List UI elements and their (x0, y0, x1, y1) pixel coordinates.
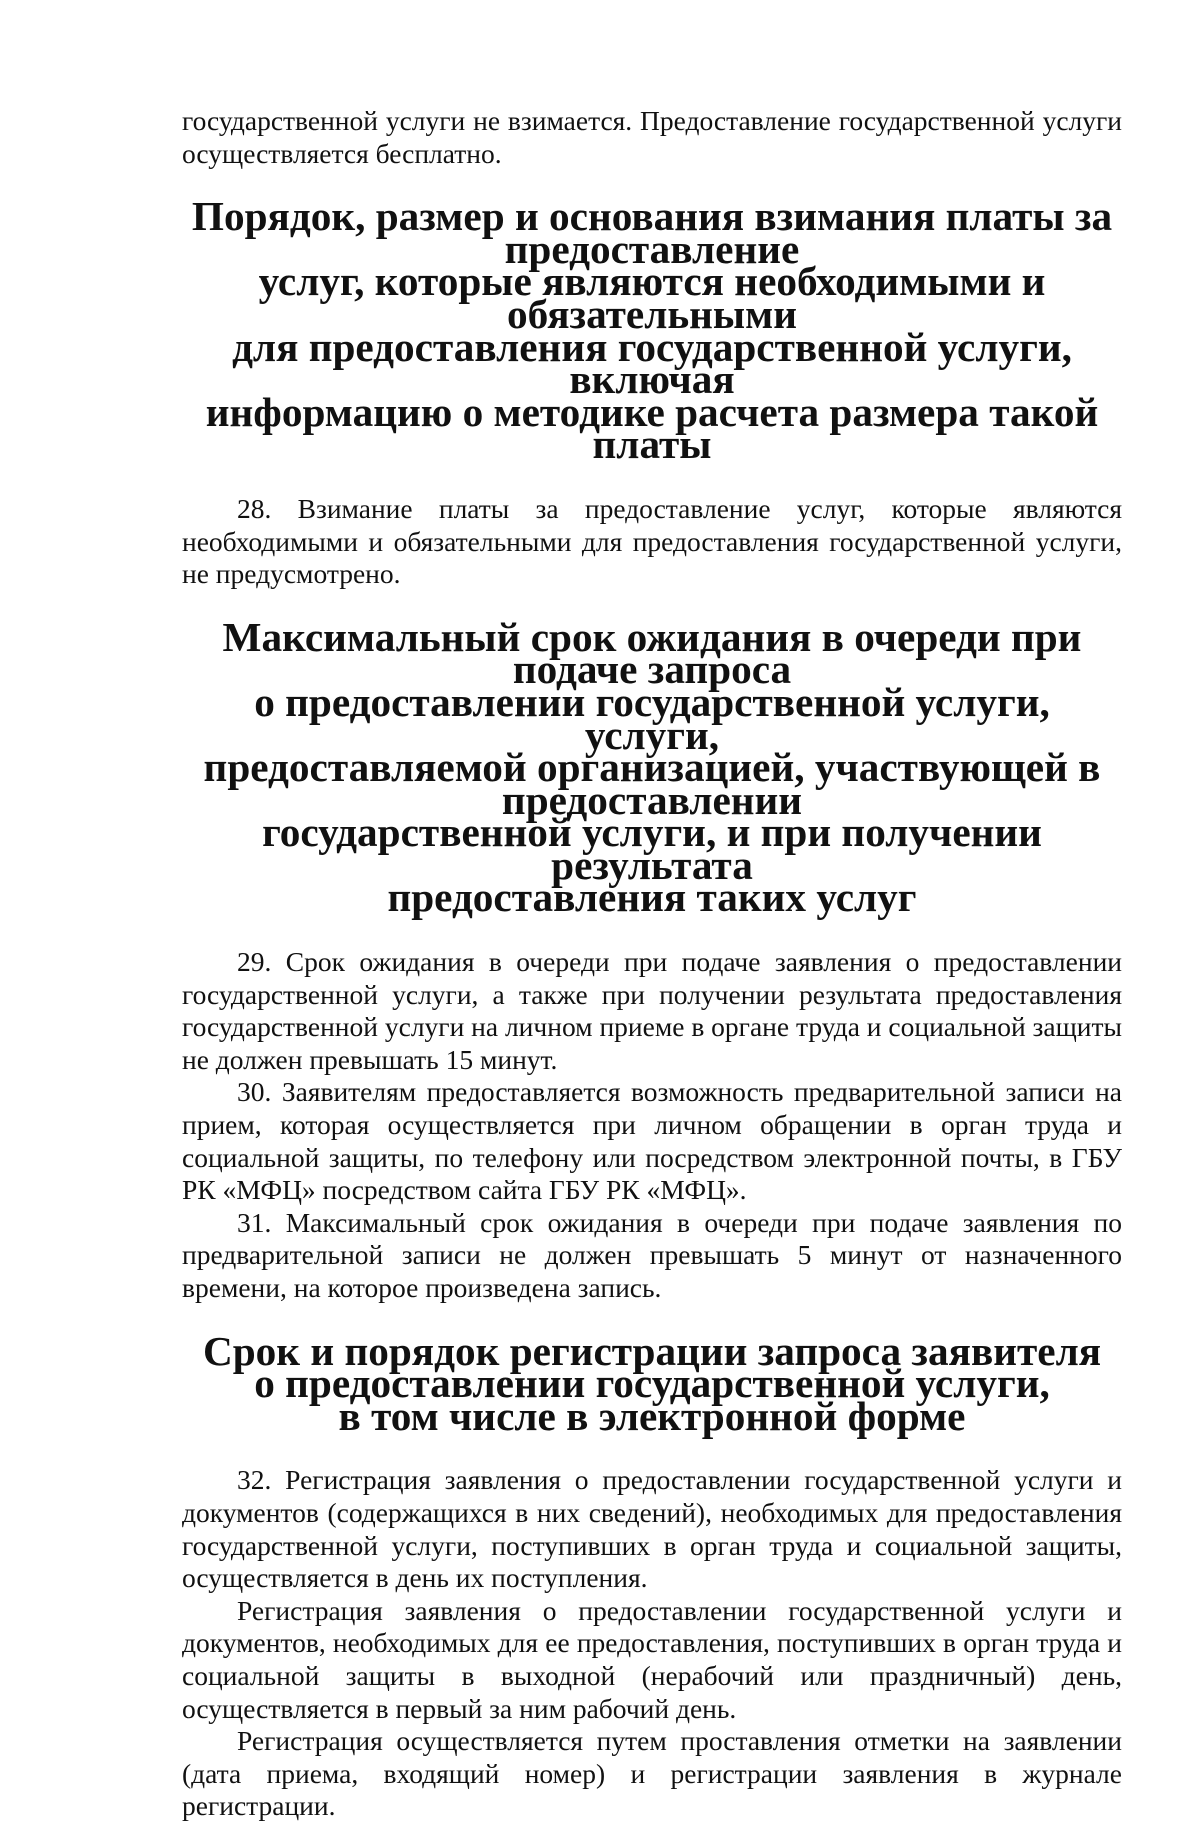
paragraph-31: 31. Максимальный срок ожидания в очереди при подаче заявления по предварительной записи не должен превышать 5 минут от назначенного времени, на которое произведена запись. (182, 1206, 1122, 1303)
heading-line: о предоставлении государственной услуги, (254, 1360, 1050, 1407)
heading-line: о предоставлении государственной услуги, услуги, (254, 678, 1050, 758)
paragraph-29: 29. Срок ожидания в очереди при подаче заявления о предоставлении государственной услуги, а также при получении результата предоставления государственной услуги на личном приеме в органе труда и социальной защиты не должен превышать 15 минут. (182, 946, 1123, 1075)
heading-line: предоставления таких услуг (387, 874, 917, 921)
heading-line: информацию о методике расчета размера такой платы (205, 388, 1099, 468)
document-page (182, 105, 1122, 1823)
section-heading-fees (182, 193, 1122, 468)
heading-line: Порядок, размер и основания взимания платы за предоставление (191, 193, 1113, 272)
paragraph-30: 30. Заявителям предоставляется возможность предварительной записи на прием, которая осуществляется при личном обращении в орган труда и социальной защиты, по телефону или посредством электронной почты, в ГБУ РК «МФЦ» посредством сайта ГБУ РК «МФЦ». (182, 1076, 1122, 1206)
paragraph-32-weekend: Регистрация заявления о предоставлении государственной услуги и документов, необходимых для ее предоставления, поступивших в орган труда и социальной защиты в выходной (нерабочий или праздничный) день, осуществляется в первый за ним рабочий день. (182, 1594, 1122, 1724)
paragraph-28: 28. Взимание платы за предоставление услуг, которые являются необходимыми и обязательными для предоставления государственной услуги, не предусмотрено. (182, 492, 1122, 590)
section-heading-queue (182, 613, 1122, 921)
heading-line: государственной услуги, и при получении результата (262, 809, 1042, 888)
heading-line: для предоставления государственной услуги, включая (232, 323, 1072, 403)
paragraph-32-marking: Регистрация осуществляется путем проставления отметки на заявлении (дата приема, входящий номер) и регистрации заявления в журнале регистрации. (182, 1725, 1122, 1822)
heading-line: Максимальный срок ожидания в очереди при подаче запроса (222, 613, 1082, 693)
heading-line: Срок и порядок регистрации запроса заявителя (202, 1327, 1102, 1374)
heading-line: в том числе в электронной форме (338, 1392, 966, 1439)
intro-paragraph: государственной услуги не взимается. Предоставление государственной услуги осуществляется бесплатно. (182, 105, 1122, 169)
paragraph-32: 32. Регистрация заявления о предоставлении государственной услуги и документов (содержащихся в них сведений), необходимых для предоставления государственной услуги, поступивших в орган труда и социальной защиты, осуществляется в день их поступления. (182, 1464, 1122, 1594)
section-heading-registration (182, 1327, 1122, 1439)
heading-line: услуг, которые являются необходимыми и обязательными (258, 258, 1046, 337)
heading-line: предоставляемой организацией, участвующей в предоставлении (203, 744, 1101, 823)
